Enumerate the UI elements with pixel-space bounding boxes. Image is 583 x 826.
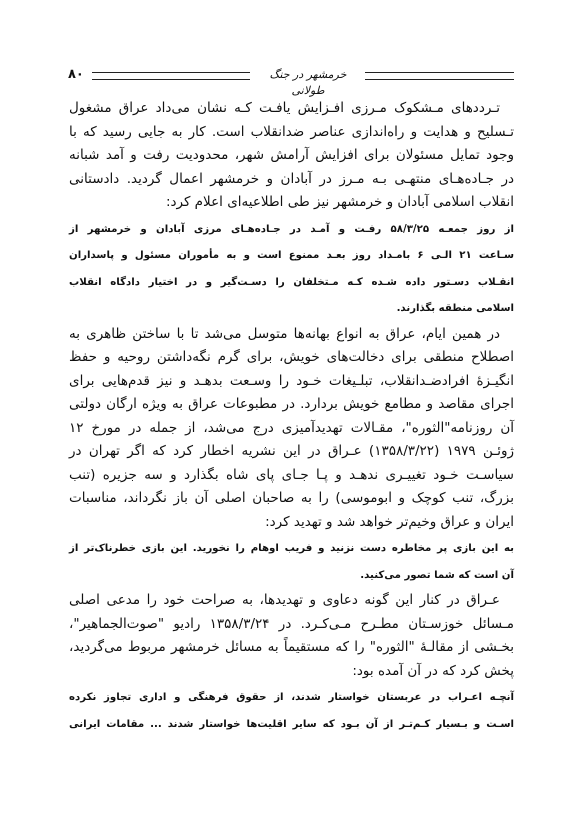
text-line: بزرگ، تنب کوچک و ابوموسی) را به صاحبان اصلی آن باز نگرداند، مناسبات bbox=[69, 490, 514, 506]
text-line: سیاسـت خـود تغییـری ندهـد و پـا جـای پای شاه بگذارد و سه جزیره (تنب bbox=[69, 466, 514, 483]
text-line: بخـشی از مقالـهٔ "الثوره" را که مستقیماً به مسائل خرمشهر مربوط می‌گردید، bbox=[69, 639, 514, 655]
quote-block-1 bbox=[69, 217, 514, 323]
body-text bbox=[69, 97, 514, 738]
paragraph-2 bbox=[69, 323, 514, 535]
text-line: وجود تمایل مسئولان برای افزایش آرامش شهر، محدودیت رفت و آمد شبانه bbox=[69, 147, 514, 163]
text-line: انقلاب اسلامی آبادان و خرمشهر نیز طی اطلاعیه‌ای اعلام کرد: bbox=[165, 194, 514, 210]
text-line: ایران و عراق وخیم‌تر خواهد شد و تهدید کرد: bbox=[265, 513, 514, 530]
text-line: انگیـزهٔ افرادضـدانقلاب، تبلـیغات خـود را وسـعت بدهـد و نیز قدم‌هایی برای bbox=[69, 372, 514, 389]
quote-line: سـاعت ۲۱ الـی ۶ بامـداد روز بعـد ممنوع است و به مأموران مسئول و پاسداران bbox=[69, 250, 514, 261]
text-line: اصطلاح منطقی برای دخالت‌های خویش، برای گرم نگه‌داشتن روحیه و حفظ bbox=[69, 349, 514, 365]
quote-line: از روز جمعـه ۵۸/۳/۲۵ رفـت و آمـد در جـاده‌هـای مرزی آبادان و خرمشهر از bbox=[69, 223, 514, 235]
quote-line: آنچـه اعـراب در عربستان خواستار شدند، از حقوق فرهنگی و اداری تجاوز نکرده bbox=[69, 692, 514, 703]
running-book-title: خرمشهر در جنگ طولانی bbox=[269, 68, 347, 97]
header-rule-right bbox=[365, 72, 514, 80]
page-number: ۸۰ bbox=[68, 67, 84, 82]
text-line: مـسائل خوزسـتان مطـرح مـی‌کـرد. در ۱۳۵۸/۳/۲۴ رادیو "صوت‌الجماهیر"، bbox=[69, 615, 515, 632]
quote-line: آن است که شما تصور می‌کنید. bbox=[360, 569, 514, 581]
running-header bbox=[68, 66, 514, 97]
text-line: اجرای مقاصد و مطامع خویش بردارد. در مطبوعات عراق به ویژه ارگان دولتی bbox=[69, 396, 514, 412]
text-line: ژوئـن ۱۹۷۹ (۱۳۵۸/۳/۲۲) عـراق در این نشریه اخطار کرد که اگر تهران در bbox=[69, 443, 514, 459]
text-line: تـسلیح و هدایت و راه‌اندازی عناصر ضدانقلاب است. کار به جایی رسید که با bbox=[69, 123, 514, 140]
text-line: تـرددهای مـشکوک مـرزی افـزایش یافـت کـه نشان می‌داد عراق مشغول bbox=[69, 100, 500, 116]
quote-block-3 bbox=[69, 685, 514, 738]
text-line: آن روزنامه"الثوره"، مقـالات تهدیدآمیزی درج می‌شد، از جمله در مورخ ۱۲ bbox=[69, 419, 514, 436]
quote-line: اسـت و بـسیار کـم‌تـر از آن بـود که سایر اقلیت‌ها خواستار شدند ... مقامات ایرانی bbox=[69, 718, 514, 730]
quote-block-2 bbox=[69, 536, 514, 589]
text-line: پخش کرد که در آن آمده بود: bbox=[352, 662, 514, 679]
quote-line: اسلامی منطقه بگذارند. bbox=[396, 303, 514, 314]
text-line: در جـاده‌هـای منتهـی بـه مـرز در آبادان و خرمشهر اعمال گردید. دادستانی bbox=[69, 170, 514, 187]
quote-line: انقـلاب دسـتور داده شـده کـه مـتخلفان را دسـت‌گیر و در اختیار دادگاه انقلاب bbox=[69, 276, 514, 288]
quote-line: به این بازی پر مخاطره دست نزنید و فریب اوهام را نخورید. این بازی خطرناک‌تر از bbox=[69, 543, 514, 554]
text-line: عـراق در کنار این گونه دعاوی و تهدیدها، به صراحت خود را مدعی اصلی bbox=[69, 592, 500, 608]
paragraph-3 bbox=[69, 589, 514, 683]
paragraph-1 bbox=[69, 97, 514, 215]
text-line: در همین ایام، عراق به انواع بهانه‌ها متوسل می‌شد تا با ساختن ظاهری به bbox=[69, 325, 500, 342]
header-rule-left bbox=[92, 72, 250, 80]
